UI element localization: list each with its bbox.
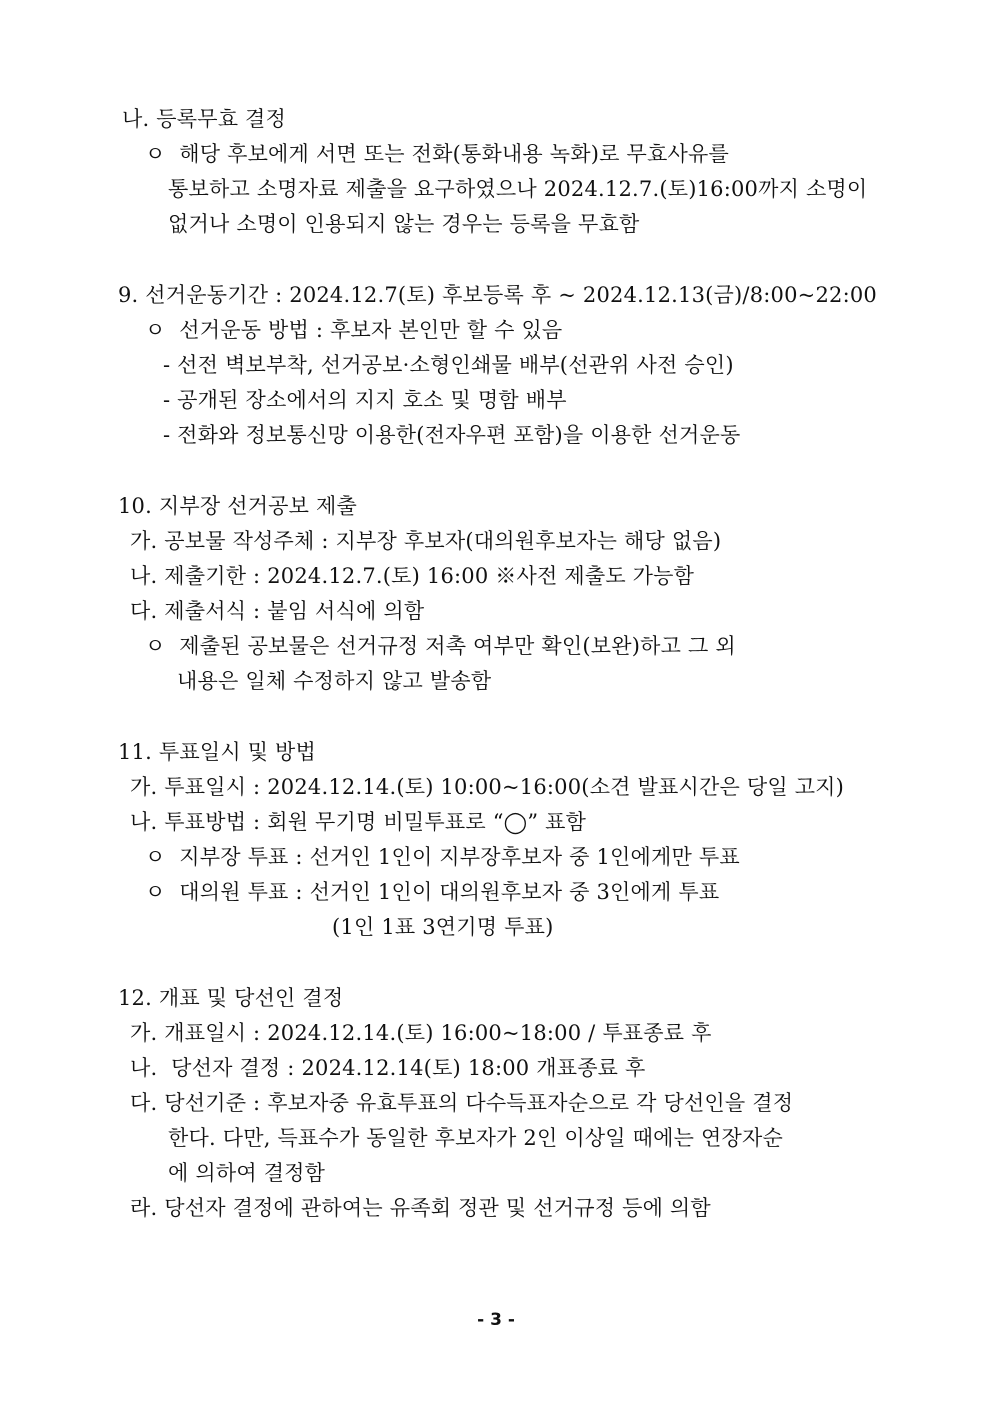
text-line: 라. 당선자 결정에 관하여는 유족회 정관 및 선거규정 등에 의함	[130, 1196, 711, 1220]
text-line: 없거나 소명이 인용되지 않는 경우는 등록을 무효함	[168, 212, 640, 236]
text-line: 12. 개표 및 당선인 결정	[118, 986, 344, 1010]
text-line: 통보하고 소명자료 제출을 요구하였으나 2024.12.7.(토)16:00까지 소명이	[168, 177, 868, 201]
page-number: - 3 -	[477, 1310, 515, 1330]
text-line: 나. 당선자 결정 : 2024.12.14(토) 18:00 개표종료 후	[130, 1056, 646, 1080]
text-line: ㅇ 대의원 투표 : 선거인 1인이 대의원후보자 중 3인에게 투표	[145, 880, 720, 904]
text-line: 다. 당선기준 : 후보자중 유효투표의 다수득표자순으로 각 당선인을 결정	[130, 1091, 794, 1115]
text-line: 나. 등록무효 결정	[122, 107, 287, 131]
text-line: - 선전 벽보부착, 선거공보·소형인쇄물 배부(선관위 사전 승인)	[163, 353, 734, 377]
text-line: ㅇ 지부장 투표 : 선거인 1인이 지부장후보자 중 1인에게만 투표	[145, 845, 740, 869]
text-line: 한다. 다만, 득표수가 동일한 후보자가 2인 이상일 때에는 연장자순	[168, 1126, 783, 1150]
text-line: 11. 투표일시 및 방법	[118, 740, 317, 764]
text-line: 가. 투표일시 : 2024.12.14.(토) 10:00~16:00(소견 발표시간은 당일 고지)	[130, 775, 845, 799]
text-line: ㅇ 해당 후보에게 서면 또는 전화(통화내용 녹화)로 무효사유를	[145, 142, 729, 166]
text-line: - 전화와 정보통신망 이용한(전자우편 포함)을 이용한 선거운동	[163, 423, 741, 447]
text-line: 나. 투표방법 : 회원 무기명 비밀투표로 “◯” 표함	[130, 810, 587, 834]
text-line: ㅇ 선거운동 방법 : 후보자 본인만 할 수 있음	[145, 318, 563, 342]
text-line: 가. 공보물 작성주체 : 지부장 후보자(대의원후보자는 해당 없음)	[130, 529, 722, 553]
text-line: - 공개된 장소에서의 지지 호소 및 명함 배부	[163, 388, 567, 412]
text-line: 다. 제출서식 : 붙임 서식에 의함	[130, 599, 425, 623]
text-line: 가. 개표일시 : 2024.12.14.(토) 16:00~18:00 / 투표종료 후	[130, 1021, 712, 1045]
text-line: 내용은 일체 수정하지 않고 발송함	[177, 669, 492, 693]
text-line: 에 의하여 결정함	[168, 1161, 326, 1185]
text-line: 나. 제출기한 : 2024.12.7.(토) 16:00 ※사전 제출도 가능함	[130, 564, 695, 588]
text-line: ㅇ 제출된 공보물은 선거규정 저촉 여부만 확인(보완)하고 그 외	[145, 634, 736, 658]
text-line: (1인 1표 3연기명 투표)	[332, 915, 554, 939]
text-line: 9. 선거운동기간 : 2024.12.7(토) 후보등록 후 ~ 2024.12.13(금)/8:00~22:00	[118, 283, 877, 307]
text-line: 10. 지부장 선거공보 제출	[118, 494, 357, 518]
